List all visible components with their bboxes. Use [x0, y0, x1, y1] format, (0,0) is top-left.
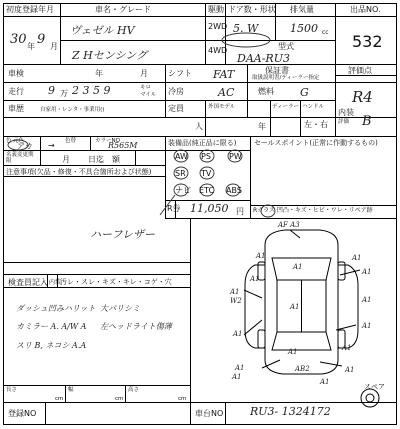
- diagram-label-17: A1: [320, 378, 330, 386]
- doors-label: ドア数・形状: [228, 5, 276, 14]
- drive-4wd: 4WD: [208, 46, 228, 55]
- name-change-amount: 額: [112, 155, 120, 164]
- height-cm: cm: [178, 396, 187, 402]
- recycle-unit: 円: [236, 207, 244, 216]
- diagram-label-13: A1: [235, 364, 245, 372]
- color-value: アカ: [16, 142, 32, 151]
- diagram-label-1: A1: [293, 263, 303, 271]
- chassis-no: RU3- 1324172: [250, 405, 331, 418]
- diagram-label-9: A1: [290, 303, 300, 311]
- interior-tag: 内装: [49, 279, 62, 286]
- interior-sub: 評価: [338, 119, 350, 125]
- diagram-top-label: AF A3: [278, 221, 300, 229]
- interior-conditions: 汚レ・スレ・キズ・キレ・コゲ・穴: [60, 278, 172, 286]
- lot-number: 532: [352, 32, 383, 51]
- inspection-label: 車検: [8, 69, 24, 78]
- capacity-label: 定員: [168, 104, 184, 113]
- mileage-rest: 2 3 5 9: [72, 84, 111, 97]
- equipment-title: 装備品(純正品に限る): [168, 139, 237, 147]
- equip-aw: AW: [175, 152, 188, 161]
- model-label: 型式: [278, 42, 294, 51]
- sales-point-options: Rガラス 凹凸・キズ・ヒビ・ワレ・リペア跡: [253, 207, 373, 214]
- name-change-month: 月: [62, 155, 70, 164]
- mileage-10k: 9: [48, 84, 55, 97]
- diagram-label-3: A1: [352, 254, 362, 262]
- rating-value: R4: [352, 88, 373, 106]
- interior-note: ハーフレザー: [90, 228, 156, 241]
- diagram-label-12: A1: [288, 348, 298, 356]
- first-reg-label: 初度登録年月: [6, 5, 54, 14]
- mileage-unit-km: キロ: [140, 85, 152, 91]
- doors-value: 5. W: [233, 22, 259, 35]
- interior-value: B: [362, 114, 372, 129]
- equip-pw: PW: [229, 152, 242, 161]
- inspector-entry-label: 検査員記入: [8, 278, 48, 287]
- spare-label: スペア: [364, 383, 385, 391]
- diagram-label-10: A1: [233, 330, 243, 338]
- interior-label: 内装: [338, 108, 354, 117]
- diagram-label-15: AB2: [295, 365, 310, 373]
- warranty-sub: 取扱説明書/ディーラー指定: [252, 75, 320, 81]
- recycle-label: R券: [167, 204, 181, 213]
- warranty-label: 保証書: [265, 66, 289, 75]
- history-options: 自家用・レンタ・事業用(): [40, 107, 105, 113]
- first-reg-month: 9: [37, 32, 46, 47]
- equip-etc: ETC: [199, 186, 215, 195]
- mileage-label: 走行: [8, 87, 24, 96]
- shift-label: シフト: [168, 69, 192, 78]
- model-value: DAA-RU3: [237, 52, 290, 65]
- mileage-10k-unit: 万: [60, 89, 68, 98]
- capacity-unit: 人: [195, 122, 203, 131]
- handle-options: 左・右: [304, 120, 328, 129]
- diagram-label-4: A1: [362, 268, 372, 276]
- inspector-entry-1: ダッシュ凹みハリット: [16, 304, 96, 313]
- inspector-entry-2: 大パリシミ: [100, 304, 140, 313]
- diagram-label-6: A1: [250, 275, 260, 283]
- spare-grade: A1: [342, 344, 352, 352]
- equip-tv: TV: [201, 169, 212, 178]
- import-unit: 年: [258, 122, 266, 131]
- ac-value: AC: [218, 86, 235, 99]
- handle-label: ハンドル: [302, 104, 325, 110]
- drive-label: 駆動: [208, 5, 224, 14]
- car-name-label: 車名・グレード: [95, 5, 151, 14]
- fuel-value: G: [300, 86, 309, 99]
- color-label: 色: [6, 138, 12, 144]
- history-label: 車歴: [8, 104, 24, 113]
- equip-ps: PS: [201, 152, 211, 161]
- length-label: 長さ: [6, 387, 18, 393]
- notes-label: 注意事項(欠品・修復・不具合箇所および状態): [6, 168, 152, 176]
- cc-unit: cc: [322, 29, 329, 36]
- grade: Z Hセンシング: [72, 49, 147, 62]
- first-reg-year: 30: [10, 32, 27, 47]
- diagram-label-2: A1: [256, 252, 266, 260]
- dealer-label: ディーラー: [272, 104, 300, 110]
- car-name: ヴェゼル HV: [70, 24, 135, 37]
- height-label: 高さ: [128, 387, 140, 393]
- fuel-label: 燃料: [258, 87, 274, 96]
- reg-no-label: 登録NO: [8, 409, 37, 418]
- equip-abs: ABS: [226, 186, 242, 195]
- equip-sr: SR: [175, 169, 186, 178]
- color-no-label: カラーNO: [95, 138, 120, 144]
- diagram-label-11: A1: [362, 322, 372, 330]
- inspector-entry-4: 左ヘッドライト傷薄: [100, 322, 172, 331]
- first-reg-month-unit: 月: [50, 42, 58, 51]
- inspection-month-unit: 月: [140, 69, 148, 78]
- first-reg-year-unit: 年: [27, 42, 35, 51]
- width-cm: cm: [115, 396, 124, 402]
- chassis-label: 車台NO: [195, 409, 224, 418]
- inspector-entry-3: カミラー A. A/W A: [16, 322, 87, 331]
- import-label: 外国モデル: [208, 104, 236, 110]
- diagram-label-8: W2: [230, 297, 242, 305]
- sales-point-label: セールスポイント(正常に作動するもの): [254, 139, 378, 147]
- shift-value: FAT: [213, 68, 235, 81]
- width-label: 幅: [68, 387, 74, 393]
- diagram-label-7: A1: [230, 288, 240, 296]
- name-change-day: 日迄: [88, 155, 104, 164]
- color-no-value: R565M: [108, 141, 138, 150]
- inspection-year-unit: 年: [95, 69, 103, 78]
- ac-label: 冷房: [168, 87, 184, 96]
- color-arrow: →: [48, 141, 55, 150]
- mileage-unit-mile: マイル: [140, 92, 157, 98]
- lot-no-label: 出品NO.: [350, 5, 381, 14]
- equip-navi: ナビ: [175, 186, 191, 195]
- diagram-label-5: A1: [362, 296, 372, 304]
- diagram-label-14: A1: [232, 373, 242, 381]
- length-cm: cm: [55, 396, 64, 402]
- inspector-entry-5: スリ B, ネコシ A.A: [16, 341, 87, 350]
- rating-label: 評価点: [348, 66, 372, 75]
- displacement-label: 排気量: [290, 5, 314, 14]
- color-change-label: 色替: [65, 138, 77, 144]
- displacement-value: 1500: [290, 22, 318, 35]
- recycle-value: 11,050: [190, 202, 229, 215]
- diagram-label-16: A1: [345, 366, 355, 374]
- original-color-label: 元色: [13, 138, 25, 144]
- name-change-label: 名義変更期限: [6, 152, 34, 164]
- drive-2wd: 2WD: [208, 22, 228, 31]
